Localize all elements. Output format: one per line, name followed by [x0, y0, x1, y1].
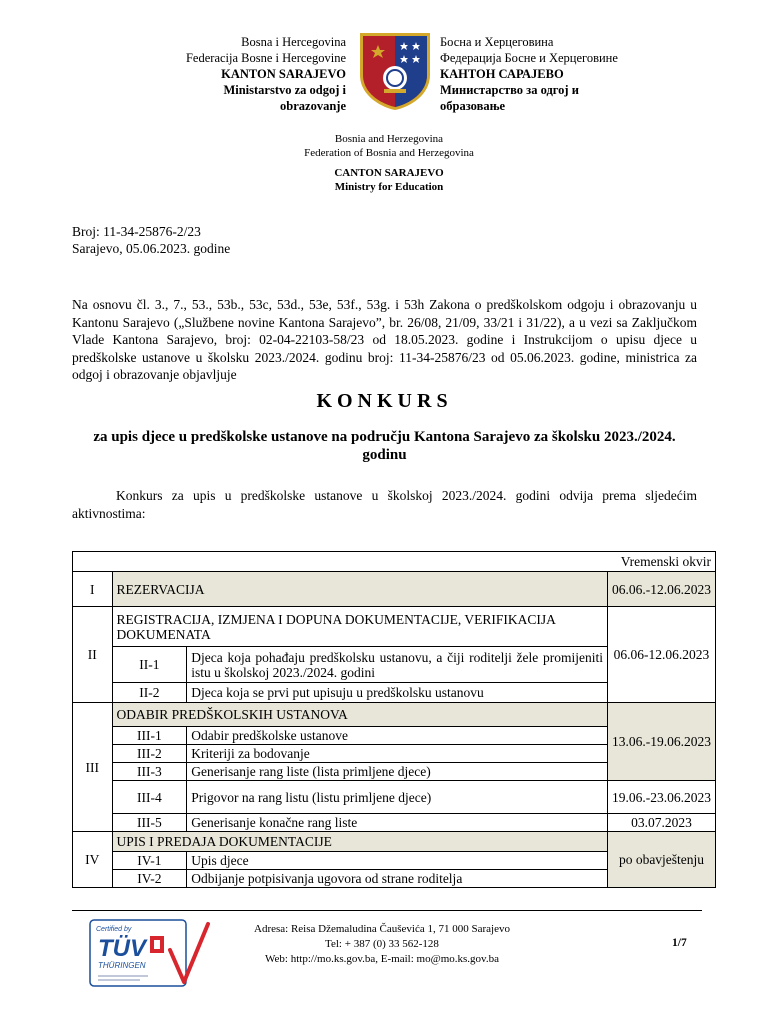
row-code: III-4: [112, 781, 187, 814]
tuv-brand-text: TÜV: [98, 935, 146, 962]
header-left-line-3: KANTON SARAJEVO: [221, 67, 346, 81]
header-left-line-2: Federacija Bosne i Hercegovine: [185, 51, 346, 65]
section-label: ODABIR PREDŠKOLSKIH USTANOVA: [112, 703, 607, 727]
header-left: [120, 34, 346, 114]
header-left-line-5: obrazovanje: [280, 99, 346, 113]
table-row: [73, 607, 716, 647]
document-subtitle: za upis djece u predškolske ustanove na području Kantona Sarajevo za školsku 2023./2024. godinu: [93, 429, 676, 463]
document-date: Sarajevo, 05.06.2023. godine: [72, 241, 231, 256]
section-label: UPIS I PREDAJA DOKUMENTACIJE: [112, 832, 607, 852]
row-code: III-5: [112, 814, 187, 832]
table-row: [73, 703, 716, 727]
header-english: [230, 132, 548, 194]
schedule-table: [72, 551, 716, 888]
header-right-line-1: Босна и Херцеговина: [440, 35, 554, 49]
footer-address: Adresa: Reisa Džemaludina Čauševića 1, 71 000 Sarajevo: [254, 923, 510, 935]
table-header-row: [73, 552, 716, 572]
row-text: Djeca koja pohađaju predškolsku ustanovu, a čiji roditelji žele promijeniti istu u školskoj 2023./2024. godini: [187, 647, 608, 683]
row-text: Prigovor na rang listu (listu primljene djece): [187, 781, 608, 814]
row-text: Odabir predškolske ustanove: [187, 727, 608, 745]
table-header-time: Vremenski okvir: [73, 552, 716, 572]
tuv-region-text: THÜRINGEN: [98, 961, 146, 970]
table-row: [73, 781, 716, 814]
header-en-line-4: Ministry for Education: [334, 181, 444, 193]
header-left-line-4: Ministarstvo za odgoj i: [223, 83, 346, 97]
table-row: [73, 814, 716, 832]
row-text: Generisanje konačne rang liste: [187, 814, 608, 832]
header-right-line-4: Министарство за одгој и: [440, 83, 579, 97]
footer-web: Web: http://mo.ks.gov.ba, E-mail: mo@mo.ks.gov.ba: [265, 953, 499, 965]
tuv-certification-logo-icon: [86, 916, 212, 990]
section-num: IV: [73, 832, 113, 888]
row-code: II-2: [112, 683, 187, 703]
row-code: IV-1: [112, 852, 187, 870]
row-code: IV-2: [112, 870, 187, 888]
document-title: KONKURS: [316, 390, 453, 412]
section-label: REZERVACIJA: [112, 572, 607, 607]
section-label: REGISTRACIJA, IZMJENA I DOPUNA DOKUMENTACIJE, VERIFIKACIJA DOKUMENATA: [112, 607, 607, 647]
header-right-line-3: КАНТОН САРАЈЕВО: [440, 67, 564, 81]
footer-contact: [222, 922, 542, 967]
section-num: III: [73, 703, 113, 832]
row-code: III-1: [112, 727, 187, 745]
header-left-line-1: Bosna i Hercegovina: [241, 35, 346, 49]
intro-paragraph: Na osnovu čl. 3., 7., 53., 53b., 53c, 53d., 53e, 53f., 53g. i 53h Zakona o predškolskom odgoju i obrazovanju u Kantonu Sarajevo („Službene novine Kantona Sarajevo”, br. 26/08, 21/09, 33/21 i 31/22), a u vezi sa Zaključkom Vlade Kantona Sarajevo, broj: 02-04-22103-58/23 od 18.05.2023. godine i Instrukcijom o upisu djece u predškolske ustanove u školsku 2023./2024. godinu broj: 11-34-25876/23 od 05.06.2023. godine, ministrica za odgoj i obrazovanje objavljuje: [72, 297, 697, 382]
row-code: III-2: [112, 745, 187, 763]
row-text: Djeca koja se prvi put upisuju u predškolsku ustanovu: [187, 683, 608, 703]
row-time: 03.07.2023: [607, 814, 715, 832]
document-number: Broj: 11-34-25876-2/23: [72, 224, 201, 239]
section-time: po obavještenju: [607, 832, 715, 888]
footer-phone: Tel: + 387 (0) 33 562-128: [325, 938, 439, 950]
table-row: [73, 572, 716, 607]
tuv-top-text: Certified by: [96, 926, 132, 933]
header-en-line-3: CANTON SARAJEVO: [334, 167, 444, 179]
row-time: 19.06.-23.06.2023: [607, 781, 715, 814]
section-num: II: [73, 607, 113, 703]
table-row: [73, 832, 716, 852]
header-right-line-2: Федерација Босне и Херцеговине: [440, 51, 618, 65]
row-code: II-1: [112, 647, 187, 683]
header-right-line-5: образовање: [440, 99, 506, 113]
row-text: Kriteriji za bodovanje: [187, 745, 608, 763]
header-en-line-1: Bosnia and Herzegovina: [334, 133, 444, 145]
row-text: Odbijanje potpisivanja ugovora od strane roditelja: [187, 870, 608, 888]
section-num: I: [73, 572, 113, 607]
coat-of-arms-icon: [358, 31, 432, 111]
schedule-intro: Konkurs za upis u predškolske ustanove u školskoj 2023./2024. godini odvija prema sljedećim aktivnostima:: [72, 488, 697, 521]
section-time: 13.06.-19.06.2023: [607, 703, 715, 781]
row-code: III-3: [112, 763, 187, 781]
footer-divider: [72, 910, 702, 911]
header-right: [440, 34, 680, 114]
page-number: 1/7: [672, 937, 687, 949]
row-text: Upis djece: [187, 852, 608, 870]
header-en-line-2: Federation of Bosnia and Herzegovina: [304, 147, 474, 159]
section-time: 06.06.-12.06.2023: [607, 572, 715, 607]
row-text: Generisanje rang liste (lista primljene djece): [187, 763, 608, 781]
section-time: 06.06-12.06.2023: [607, 607, 715, 703]
